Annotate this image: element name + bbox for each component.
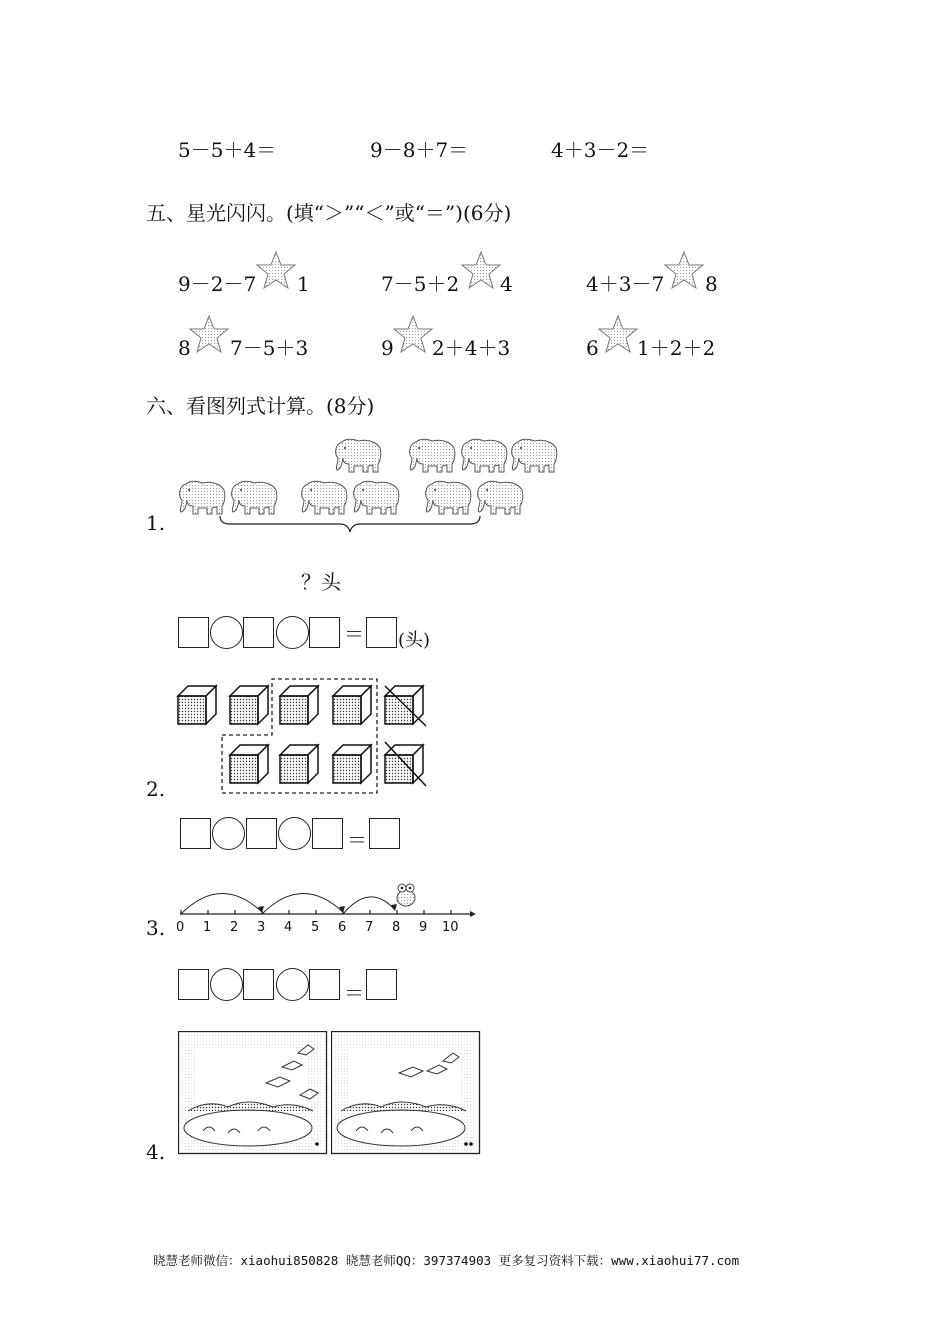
tick-label: 7 (365, 920, 374, 935)
answer-box[interactable] (243, 969, 274, 1000)
footer-text: 晓慧老师微信：xiaohui850828 晓慧老师QQ：397374903 更多复习资料下载：www.xiaohui77.com (153, 1253, 740, 1268)
tick-label: 3 (257, 920, 266, 935)
star-icon[interactable] (461, 251, 503, 291)
answer-box[interactable] (309, 617, 340, 648)
answer-box[interactable] (312, 818, 343, 849)
compare-3-right: 8 (705, 272, 718, 296)
equals-sign: ＝ (344, 981, 364, 1005)
operator-circle[interactable] (210, 616, 243, 649)
tick-label: 9 (419, 920, 428, 935)
cubes-illustration (170, 676, 440, 801)
cube-icon (280, 745, 318, 783)
elephants-illustration (170, 432, 570, 537)
question-1-number: 1. (146, 511, 166, 535)
operator-circle[interactable] (276, 616, 309, 649)
compare-2-right: 4 (500, 272, 513, 296)
elephant-icon (462, 439, 507, 472)
compare-4-right: 7－5＋3 (230, 336, 309, 360)
tick-label: 8 (392, 920, 401, 935)
operator-circle[interactable] (212, 817, 245, 850)
tick-labels (170, 920, 480, 940)
result-box[interactable] (366, 969, 397, 1000)
elephant-icon (426, 481, 471, 514)
compare-5-left: 9 (381, 336, 394, 360)
elephant-icon (354, 481, 399, 514)
equals-sign: ＝ (344, 622, 364, 646)
tick-label: 2 (230, 920, 239, 935)
tick-label: 5 (311, 920, 320, 935)
frog-icon (397, 884, 415, 906)
jump-arc (343, 897, 395, 914)
answer-box[interactable] (246, 818, 277, 849)
compare-4-left: 8 (178, 336, 191, 360)
compare-5-right: 2＋4＋3 (432, 336, 511, 360)
brace-label: ？头 (301, 570, 341, 594)
operator-circle[interactable] (278, 817, 311, 850)
result-box[interactable] (366, 617, 397, 648)
compare-1-right: 1 (297, 272, 310, 296)
elephant-icon (302, 481, 347, 514)
compare-1-left: 9－2－7 (178, 272, 257, 296)
compare-2-left: 7－5＋2 (381, 272, 460, 296)
tick-label: 10 (442, 920, 459, 935)
compare-6-right: 1＋2＋2 (637, 336, 716, 360)
elephant-icon (410, 439, 455, 472)
expression-1: 5－5＋4＝ (178, 138, 277, 162)
elephant-icon (180, 481, 225, 514)
answer-box[interactable] (178, 617, 209, 648)
compare-6-left: 6 (586, 336, 599, 360)
operator-circle[interactable] (210, 968, 243, 1001)
expression-2: 9－8＋7＝ (370, 138, 469, 162)
expression-3: 4＋3－2＝ (551, 138, 650, 162)
section-6-title: 六、看图列式计算。(8分) (146, 394, 375, 418)
question-3-number: 3. (146, 916, 166, 940)
tick-label: 1 (203, 920, 212, 935)
question-2-number: 2. (146, 777, 166, 801)
brace (220, 516, 480, 532)
cube-icon (178, 686, 216, 724)
jump-arc (181, 893, 262, 914)
elephant-icon (232, 481, 277, 514)
cube-icon (333, 745, 371, 783)
elephant-icon (478, 481, 523, 514)
star-icon[interactable] (664, 251, 706, 291)
star-icon[interactable] (256, 251, 298, 291)
equals-sign: ＝ (347, 828, 367, 852)
jump-arc (262, 893, 343, 914)
tick-label: 6 (338, 920, 347, 935)
section-5-title: 五、星光闪闪。(填“＞”“＜”或“＝”)(6分) (146, 201, 512, 225)
cube-icon (280, 686, 318, 724)
elephant-icon (336, 439, 381, 472)
question-4-number: 4. (146, 1140, 166, 1164)
answer-box[interactable] (178, 969, 209, 1000)
answer-box[interactable] (309, 969, 340, 1000)
star-icon[interactable] (598, 315, 640, 355)
result-box[interactable] (369, 818, 400, 849)
star-icon[interactable] (189, 315, 231, 355)
compare-3-left: 4＋3－7 (586, 272, 665, 296)
cube-icon (230, 745, 268, 783)
tick-label: 0 (176, 920, 185, 935)
answer-box[interactable] (243, 617, 274, 648)
answer-box[interactable] (180, 818, 211, 849)
cube-icon (333, 686, 371, 724)
operator-circle[interactable] (276, 968, 309, 1001)
tick-label: 4 (284, 920, 293, 935)
goose-pond-picture-1 (178, 1031, 328, 1155)
unit-label: (头) (398, 630, 431, 651)
goose-pond-picture-2 (331, 1031, 481, 1155)
cube-icon (230, 686, 268, 724)
star-icon[interactable] (393, 315, 435, 355)
elephant-icon (512, 439, 557, 472)
